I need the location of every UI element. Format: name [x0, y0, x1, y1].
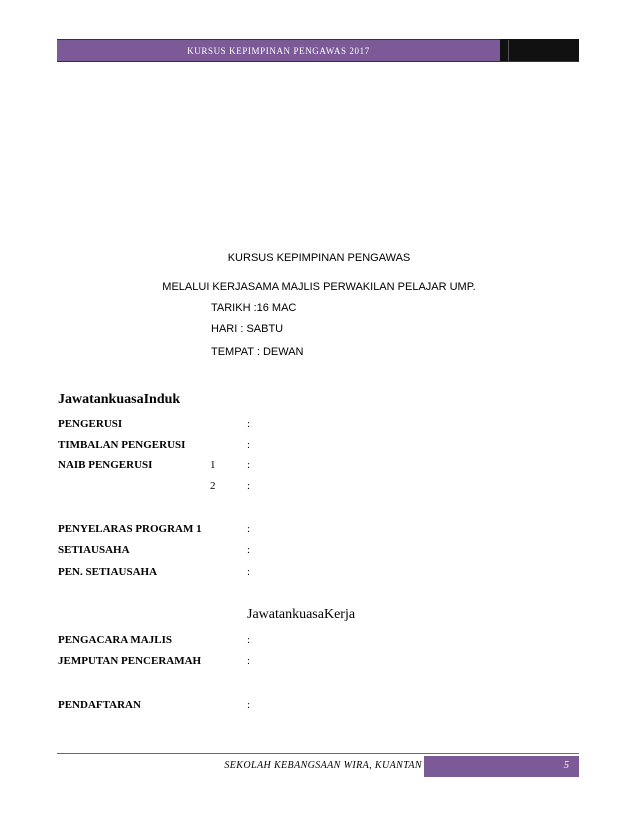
meta-hari: HARI : SABTU [211, 323, 284, 335]
meta-tempat: TEMPAT : DEWAN [211, 346, 304, 358]
page-number: 5 [564, 760, 569, 771]
row-label: PENGERUSI [58, 418, 123, 430]
row-colon: : [247, 634, 251, 646]
row-label: PENDAFTARAN [58, 699, 141, 711]
row-number: 1 [210, 459, 216, 471]
row-colon: : [247, 459, 251, 471]
row-colon: : [247, 523, 251, 535]
document-title: KURSUS KEPIMPINAN PENGAWAS [227, 252, 411, 264]
header-bar [57, 39, 500, 62]
footer-bar [424, 756, 579, 777]
row-colon: : [247, 480, 251, 492]
row-label: JEMPUTAN PENCERAMAH [58, 655, 202, 667]
row-label: PENYELARAS PROGRAM 1 [58, 523, 202, 535]
row-colon: : [247, 655, 251, 667]
document-subtitle: MELALUI KERJASAMA MAJLIS PERWAKILAN PELAJAR UMP. [162, 281, 476, 293]
header-title: KURSUS KEPIMPINAN PENGAWAS 2017 [187, 46, 370, 56]
header-dark-block [500, 39, 579, 61]
header-rule [57, 61, 579, 62]
row-colon: : [247, 418, 251, 430]
footer-rule [57, 753, 579, 754]
row-colon: : [247, 439, 251, 451]
row-colon: : [247, 566, 251, 578]
row-label: PEN. SETIAUSAHA [58, 566, 158, 578]
footer-school: SEKOLAH KEBANGSAAN WIRA, KUANTAN [224, 760, 422, 771]
row-label: SETIAUSAHA [58, 544, 130, 556]
header-divider [508, 40, 509, 61]
kerja-heading: JawatankuasaKerja [247, 607, 356, 622]
row-colon: : [247, 699, 251, 711]
meta-tarikh: TARIKH :16 MAC [211, 302, 297, 314]
row-number: 2 [210, 480, 216, 492]
row-colon: : [247, 544, 251, 556]
row-label: PENGACARA MAJLIS [58, 634, 172, 646]
row-label: NAIB PENGERUSI [58, 459, 153, 471]
induk-heading: JawatankuasaInduk [58, 392, 181, 407]
row-label: TIMBALAN PENGERUSI [58, 439, 186, 451]
